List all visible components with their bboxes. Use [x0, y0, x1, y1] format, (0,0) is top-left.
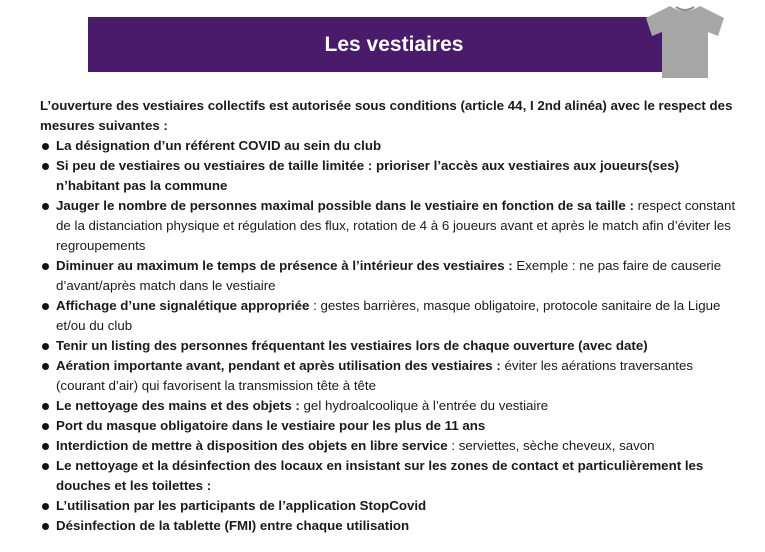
- list-item: La désignation d’un référent COVID au sein du club: [40, 136, 745, 156]
- bullet-icon: [42, 163, 49, 170]
- bullet-icon: [42, 423, 49, 430]
- list-item: Si peu de vestiaires ou vestiaires de taille limitée : prioriser l’accès aux vestiaires aux joueurs(ses) n’habitant pas la commune: [40, 156, 745, 196]
- list-item: Aération importante avant, pendant et après utilisation des vestiaires : éviter les aérations traversantes (courant d’air) qui favorisent la transmission tête à tête: [40, 356, 745, 396]
- list-item: Jauger le nombre de personnes maximal possible dans le vestiaire en fonction de sa taille : respect constant de la distanciation physique et régulation des flux, rotation de 4 à 6 joueurs avant et après le match afin d’éviter les regroupements: [40, 196, 745, 256]
- bullet-icon: [42, 143, 49, 150]
- document-body: [40, 96, 745, 536]
- page-title: Les vestiaires: [324, 32, 464, 56]
- list-item: Le nettoyage et la désinfection des locaux en insistant sur les zones de contact et particulièrement les douches et les toilettes :: [40, 456, 745, 496]
- bullet-icon: [42, 343, 49, 350]
- bullet-icon: [42, 523, 49, 530]
- bullet-icon: [42, 203, 49, 210]
- list-item: Diminuer au maximum le temps de présence à l’intérieur des vestiaires : Exemple : ne pas faire de causerie d’avant/après match dans le vestiaire: [40, 256, 745, 296]
- intro-paragraph: L’ouverture des vestiaires collectifs est autorisée sous conditions (article 44, I 2nd alinéa) avec le respect des mesures suivantes :: [40, 98, 733, 133]
- bullet-icon: [42, 403, 49, 410]
- bullet-icon: [42, 463, 49, 470]
- title-banner: [88, 17, 690, 72]
- bullet-icon: [42, 503, 49, 510]
- bullet-icon: [42, 303, 49, 310]
- list-item: Tenir un listing des personnes fréquentant les vestiaires lors de chaque ouverture (avec date): [40, 336, 745, 356]
- bullet-icon: [42, 363, 49, 370]
- list-item: L’utilisation par les participants de l’application StopCovid: [40, 496, 745, 516]
- measures-list: [40, 136, 745, 536]
- list-item: Interdiction de mettre à disposition des objets en libre service : serviettes, sèche cheveux, savon: [40, 436, 745, 456]
- list-item: Port du masque obligatoire dans le vestiaire pour les plus de 11 ans: [40, 416, 745, 436]
- list-item: Affichage d’une signalétique appropriée : gestes barrières, masque obligatoire, protocole sanitaire de la Ligue et/ou du club: [40, 296, 745, 336]
- tshirt-icon: [640, 2, 730, 80]
- bullet-icon: [42, 443, 49, 450]
- list-item: Le nettoyage des mains et des objets : gel hydroalcoolique à l’entrée du vestiaire: [40, 396, 745, 416]
- bullet-icon: [42, 263, 49, 270]
- list-item: Désinfection de la tablette (FMI) entre chaque utilisation: [40, 516, 745, 536]
